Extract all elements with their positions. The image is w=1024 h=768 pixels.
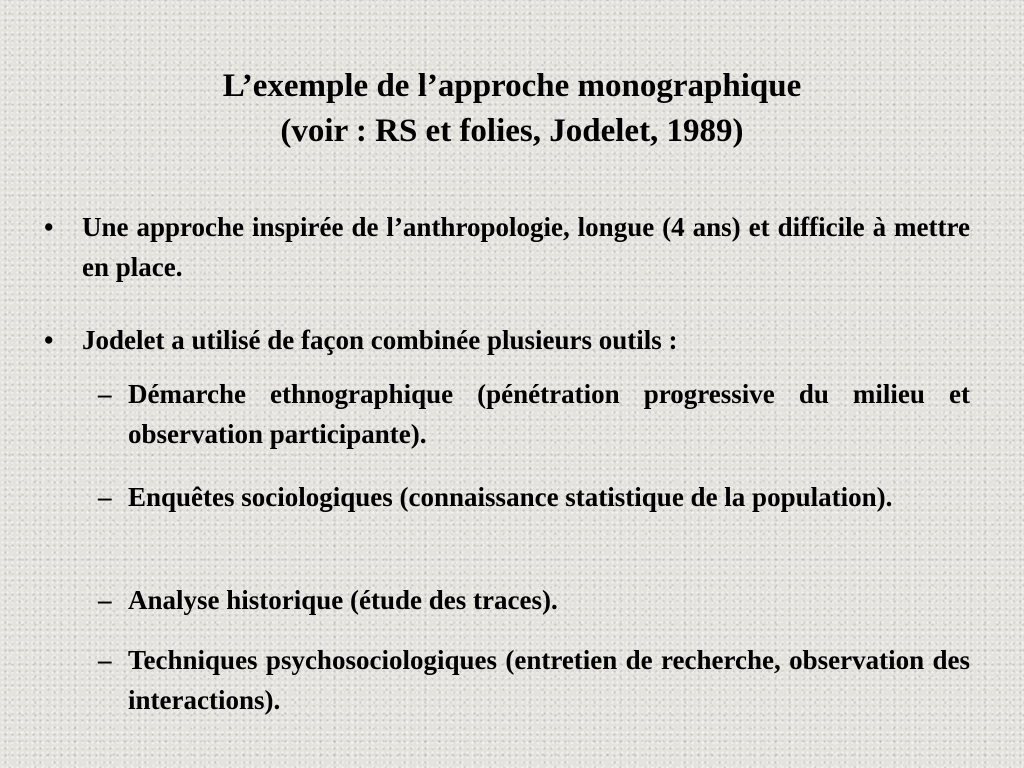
sub-item-psychosociology bbox=[98, 640, 970, 720]
sub-item-text: Techniques psychosociologiques (entretien de recherche, observation des interactions). bbox=[128, 645, 970, 715]
dash-marker: – bbox=[98, 585, 112, 615]
bullet-marker: • bbox=[44, 325, 54, 355]
bullet-text: Jodelet a utilisé de façon combinée plusieurs outils : bbox=[82, 325, 678, 355]
dash-marker: – bbox=[98, 645, 112, 675]
sub-item-history bbox=[98, 580, 970, 620]
dash-marker: – bbox=[98, 379, 112, 409]
slide-title bbox=[0, 64, 1024, 154]
bullet-marker: • bbox=[44, 212, 54, 242]
dash-marker: – bbox=[98, 482, 112, 512]
title-line-1: L’exemple de l’approche monographique bbox=[222, 68, 802, 104]
sub-item-text: Enquêtes sociologiques (connaissance statistique de la population). bbox=[128, 482, 893, 512]
bullet-item-anthropology bbox=[44, 207, 970, 287]
bullet-item-tools bbox=[44, 320, 970, 360]
sub-item-ethnography bbox=[98, 374, 970, 454]
bullet-text: Une approche inspirée de l’anthropologie, longue (4 ans) et difficile à mettre en place. bbox=[82, 212, 970, 282]
sub-item-text: Démarche ethnographique (pénétration progressive du milieu et observation participante). bbox=[128, 379, 970, 449]
title-line-2: (voir : RS et folies, Jodelet, 1989) bbox=[280, 113, 744, 149]
sub-item-text: Analyse historique (étude des traces). bbox=[128, 585, 558, 615]
sub-item-sociology bbox=[98, 477, 970, 517]
